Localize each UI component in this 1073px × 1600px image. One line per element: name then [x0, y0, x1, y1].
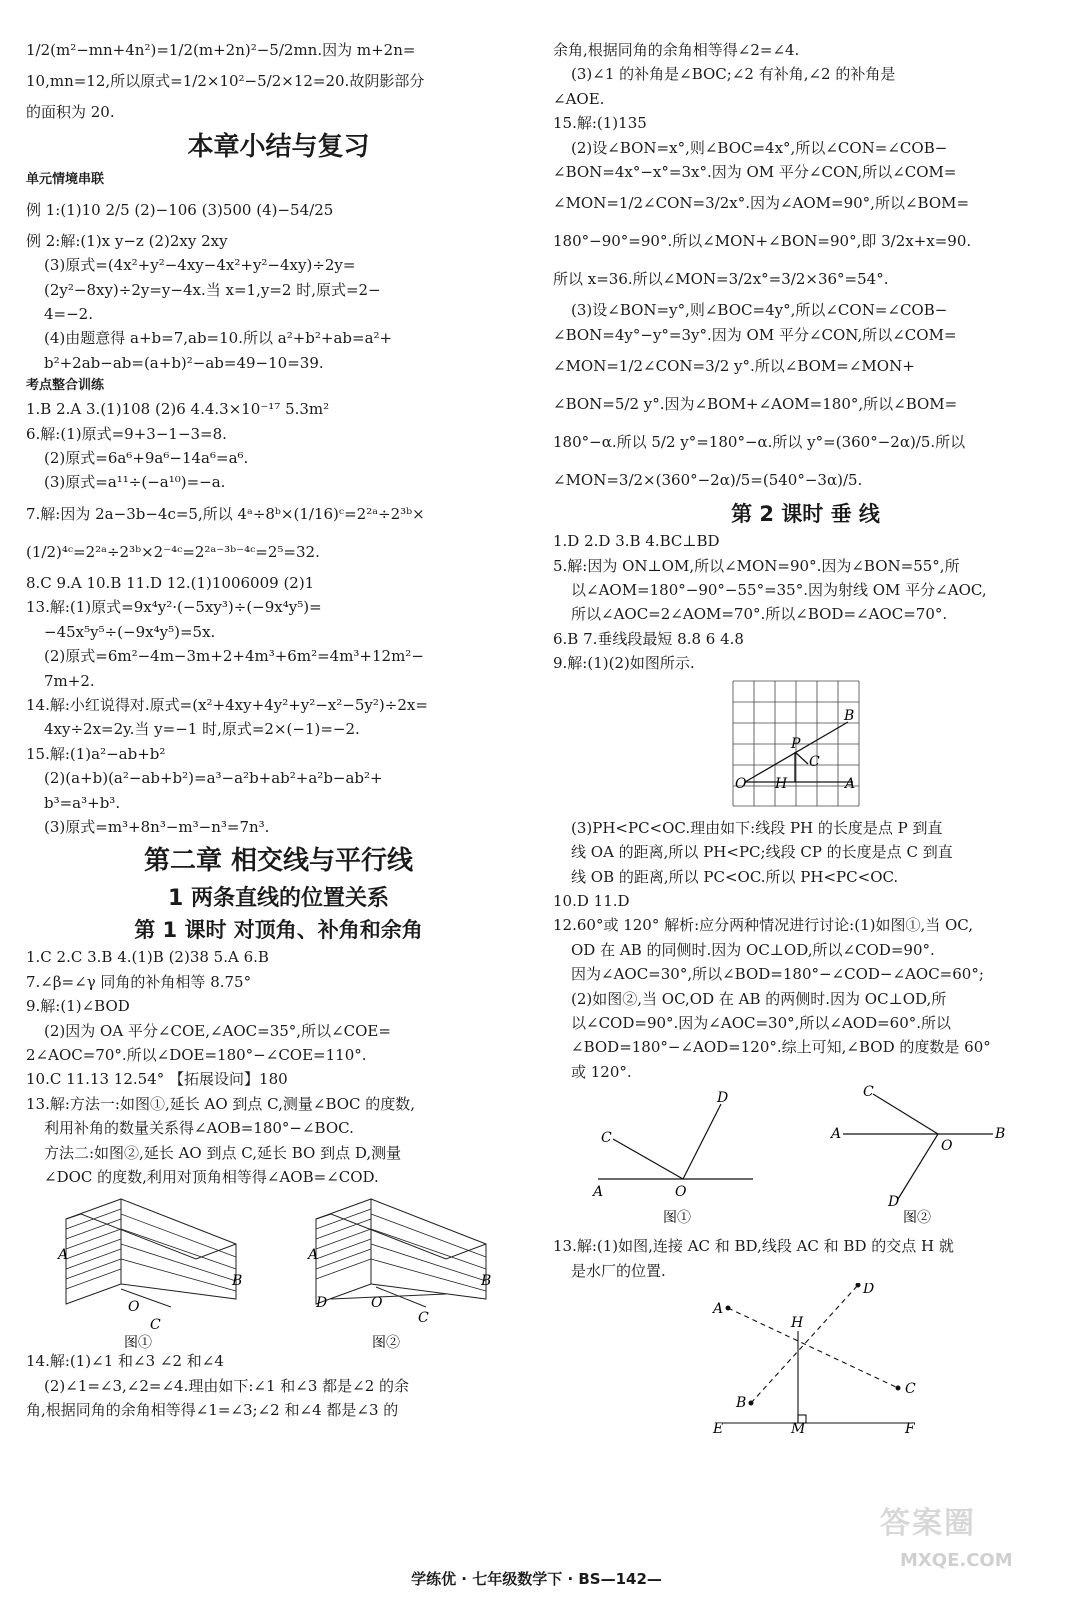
angle-cases-figures [553, 1084, 1058, 1234]
case-2-lines [843, 1094, 993, 1199]
text-line: 以∠AOM=180°−90°−55°=35°.因为射线 OM 平分∠AOC, [571, 581, 987, 600]
point-label-a: A [713, 1300, 724, 1317]
point-label-b: B [232, 1273, 243, 1290]
point-label-b: B [736, 1394, 747, 1411]
point-label-d: D [717, 1090, 729, 1107]
point-label-e: E [713, 1420, 724, 1433]
text-line: ∠BON=4y°−y°=3y°.因为 OM 平分∠CON,所以∠COM= [553, 325, 957, 344]
point-label-m: M [791, 1420, 806, 1433]
text-line: 余角,根据同角的余角相等得∠2=∠4. [553, 41, 800, 59]
point-label-o: O [371, 1295, 383, 1312]
text-line: 10.D 11.D [553, 891, 630, 910]
text-line: 13.解:(1)原式=9x⁴y²·(−5xy³)÷(−9x⁴y⁵)= [26, 598, 322, 617]
figure-caption-1: 图① [124, 1335, 152, 1350]
point-label-o: O [735, 775, 747, 792]
text-line: (1/2)⁴ᶜ=2²ᵃ÷2³ᵇ×2⁻⁴ᶜ=2²ᵃ⁻³ᵇ⁻⁴ᶜ=2⁵=32. [26, 542, 320, 561]
page-footer: 学练优 · 七年级数学下 · BS—142— [411, 1570, 662, 1588]
text-line: 5.解:因为 ON⊥OM,所以∠MON=90°.因为∠BON=55°,所 [553, 556, 960, 575]
wall-corner-figures [26, 1189, 531, 1349]
point-label-c: C [863, 1084, 874, 1101]
point-label-b: B [995, 1126, 1006, 1143]
point-label-h: H [791, 1314, 804, 1331]
text-line: 所以∠AOC=2∠AOM=70°.所以∠BOD=∠AOC=70°. [571, 605, 948, 624]
text-line: b³=a³+b³. [44, 793, 121, 812]
text-line: 13.解:方法一:如图①,延长 AO 到点 C,测量∠BOC 的度数, [26, 1094, 416, 1113]
text-line: (2)如图②,当 OC,OD 在 AB 的两侧时.因为 OC⊥OD,所 [571, 989, 947, 1008]
text-line: 1.C 2.C 3.B 4.(1)B (2)38 5.A 6.B [26, 948, 269, 967]
point-label-p: P [791, 735, 801, 752]
text-line: 12.60°或 120° 解析:应分两种情况进行讨论:(1)如图①,当 OC, [553, 916, 974, 935]
text-line: 1/2(m²−mn+4n²)=1/2(m+2n)²−5/2mn.因为 m+2n= [26, 41, 416, 59]
text-line: 线 OA 的距离,所以 PH<PC;线段 CP 的长度是点 C 到直 [571, 843, 953, 862]
figure-caption-2: 图② [372, 1335, 400, 1350]
watermark-url: MXQE.COM [900, 1550, 1013, 1571]
text-line: ∠MON=1/2∠CON=3/2x°.因为∠AOM=90°,所以∠BOM= [553, 194, 970, 213]
point-label-a: A [308, 1247, 319, 1264]
grid-perpendicular-figure [553, 676, 1058, 816]
text-line: 以∠COD=90°.因为∠AOC=30°,所以∠AOD=60°.所以 [571, 1013, 952, 1032]
text-line: 7m+2. [44, 671, 95, 690]
point-label-a: A [58, 1247, 69, 1264]
text-line: 6.解:(1)原式=9+3−1−3=8. [26, 424, 227, 443]
text-line: (3)原式=m³+8n³−m³−n³=7n³. [44, 817, 270, 836]
text-line: −45x⁵y⁵÷(−9x⁴y⁵)=5x. [44, 622, 216, 641]
watermark-logo: 答案圈 [880, 1506, 976, 1541]
text-line: 8.C 9.A 10.B 11.D 12.(1)1006009 (2)1 [26, 573, 315, 592]
text-line: 15.解:(1)a²−ab+b² [26, 744, 166, 763]
text-line: 例 2:解:(1)x y−z (2)2xy 2xy [26, 231, 228, 250]
text-line: (3)原式=a¹¹÷(−a¹⁰)=−a. [44, 473, 226, 492]
text-line: (3)原式=(4x²+y²−4xy−4x²+y²−4xy)÷2y= [44, 256, 356, 275]
text-line: (2)(a+b)(a²−ab+b²)=a³−a²b+ab²+a²b−ab²+ [44, 769, 383, 788]
point-label-a: A [593, 1184, 604, 1201]
section-title: 本章小结与复习 [187, 131, 370, 162]
text-line: (2)设∠BON=x°,则∠BOC=4x°,所以∠CON=∠COB− [571, 138, 948, 157]
text-line: 6.B 7.垂线段最短 8.8 6 4.8 [553, 629, 744, 648]
wall-figure-1 [66, 1199, 236, 1307]
text-line: (3)∠1 的补角是∠BOC;∠2 有补角,∠2 的补角是 [571, 65, 896, 84]
figure-lines [745, 722, 853, 782]
text-line: ∠BOD=180°−∠AOD=120°.综上可知,∠BOD 的度数是 60° [571, 1038, 991, 1057]
text-line: ∠AOE. [553, 89, 605, 108]
right-column [553, 38, 1058, 1433]
text-line: ∠DOC 的度数,利用对顶角相等得∠AOB=∠COD. [44, 1168, 379, 1186]
text-line: 10,mn=12,所以原式=1/2×10²−5/2×12=20.故阴影部分 [26, 72, 425, 91]
point-label-b: B [844, 707, 855, 724]
text-line: 9.解:(1)(2)如图所示. [553, 654, 695, 673]
text-line: 180°−α.所以 5/2 y°=180°−α.所以 y°=(360°−2α)/5.所以 [553, 433, 966, 452]
point-label-d: D [888, 1194, 900, 1211]
point-label-c: C [809, 753, 820, 770]
text-line: 13.解:(1)如图,连接 AC 和 BD,线段 AC 和 BD 的交点 H 就 [553, 1237, 954, 1256]
point-label-a: A [845, 775, 856, 792]
wall-figure-2 [316, 1199, 486, 1307]
text-line: 4=−2. [44, 305, 93, 324]
text-line: 15.解:(1)135 [553, 114, 647, 133]
point-label-f: F [905, 1420, 915, 1433]
text-line: ∠MON=3/2×(360°−2α)/5=(540°−3α)/5. [553, 471, 863, 490]
text-line: 1.B 2.A 3.(1)108 (2)6 4.4.3×10⁻¹⁷ 5.3m² [26, 400, 330, 419]
chapter-title: 第二章 相交线与平行线 [143, 846, 414, 877]
text-line: (2)因为 OA 平分∠COE,∠AOC=35°,所以∠COE= [44, 1021, 391, 1040]
figure-caption-2: 图② [903, 1210, 931, 1227]
text-line: (3)PH<PC<OC.理由如下:线段 PH 的长度是点 P 到直 [571, 818, 943, 837]
text-line: OD 在 AB 的同侧时.因为 OC⊥OD,所以∠COD=90°. [571, 940, 935, 959]
text-line: 角,根据同角的余角相等得∠1=∠3;∠2 和∠4 都是∠3 的 [26, 1401, 399, 1420]
text-line: (2)原式=6a⁶+9a⁶−14a⁶=a⁶. [44, 449, 249, 468]
text-line: 线 OB 的距离,所以 PC<OC.所以 PH<PC<OC. [571, 867, 899, 886]
text-line: (4)由题意得 a+b=7,ab=10.所以 a²+b²+ab=a²+ [44, 329, 393, 348]
text-line: 180°−90°=90°.所以∠MON+∠BON=90°,即 3/2x+x=90. [553, 232, 972, 251]
point-label-h: H [775, 775, 788, 792]
point-label-d: D [316, 1295, 328, 1312]
point-label-c: C [150, 1317, 161, 1334]
text-line: (2y²−8xy)÷2y=y−4x.当 x=1,y=2 时,原式=2− [44, 280, 381, 299]
text-line: 或 120°. [571, 1062, 632, 1081]
figure-caption-1: 图① [663, 1210, 691, 1227]
point-label-o: O [941, 1138, 953, 1155]
text-line: 1.D 2.D 3.B 4.BC⊥BD [553, 532, 720, 551]
section-title: 1 两条直线的位置关系 [168, 886, 389, 912]
point-label-c: C [905, 1380, 916, 1397]
left-column [26, 38, 531, 1423]
lesson-title: 第 2 课时 垂 线 [731, 502, 880, 527]
text-line: (2)∠1=∠3,∠2=∠4.理由如下:∠1 和∠3 都是∠2 的余 [44, 1376, 410, 1395]
text-line: 方法二:如图②,延长 AO 到点 C,延长 BO 到点 D,测量 [44, 1143, 402, 1162]
point-label-b: B [481, 1273, 492, 1290]
text-line: 7.∠β=∠γ 同角的补角相等 8.75° [26, 972, 252, 991]
text-line: (2)原式=6m²−4m−3m+2+4m³+6m²=4m³+12m²− [44, 647, 424, 666]
text-line: ∠BON=5/2 y°.因为∠BOM+∠AOM=180°,所以∠BOM= [553, 395, 958, 414]
text-line: 因为∠AOC=30°,所以∠BOD=180°−∠COD−∠AOC=60°; [571, 965, 984, 984]
subsection-label: 考点整合训练 [26, 378, 105, 394]
text-line: 10.C 11.13 12.54° 【拓展设问】180 [26, 1070, 288, 1089]
subsection-label: 单元情境串联 [26, 171, 105, 187]
lesson-title: 第 1 课时 对顶角、补角和余角 [134, 918, 423, 943]
text-line: ∠MON=1/2∠CON=3/2 y°.所以∠BOM=∠MON+ [553, 357, 915, 376]
point-label-o: O [128, 1299, 140, 1316]
text-line: 例 1:(1)10 2/5 (2)−106 (3)500 (4)−54/25 [26, 200, 334, 219]
point-label-a: A [831, 1126, 842, 1143]
text-line: 14.解:(1)∠1 和∠3 ∠2 和∠4 [26, 1352, 224, 1371]
point-label-d: D [863, 1282, 875, 1297]
text-line: 所以 x=36.所以∠MON=3/2x°=3/2×36°=54°. [553, 270, 889, 289]
text-line: 4xy÷2x=2y.当 y=−1 时,原式=2×(−1)=−2. [44, 720, 360, 739]
text-line: 的面积为 20. [26, 103, 115, 122]
text-line: ∠BON=4x°−x°=3x°.因为 OM 平分∠CON,所以∠COM= [553, 163, 957, 182]
text-line: 9.解:(1)∠BOD [26, 997, 130, 1016]
point-label-c: C [418, 1310, 429, 1327]
case-1-lines [598, 1104, 753, 1179]
text-line: 是水厂的位置. [571, 1261, 666, 1280]
point-label-c: C [601, 1130, 612, 1147]
text-line: 利用补角的数量关系得∠AOB=180°−∠BOC. [44, 1119, 354, 1138]
text-line: b²+2ab−ab=(a+b)²−ab=49−10=39. [44, 353, 324, 372]
water-plant-figure [553, 1283, 1058, 1433]
point-label-o: O [675, 1184, 687, 1201]
text-line: 7.解:因为 2a−3b−4c=5,所以 4ᵃ÷8ᵇ×(1/16)ᶜ=2²ᵃ÷2³ᵇ× [26, 504, 425, 523]
text-line: 14.解:小红说得对.原式=(x²+4xy+4y²+y²−x²−5y²)÷2x= [26, 695, 428, 714]
text-line: 2∠AOC=70°.所以∠DOE=180°−∠COE=110°. [26, 1045, 367, 1064]
text-line: (3)设∠BON=y°,则∠BOC=4y°,所以∠CON=∠COB− [571, 301, 948, 320]
